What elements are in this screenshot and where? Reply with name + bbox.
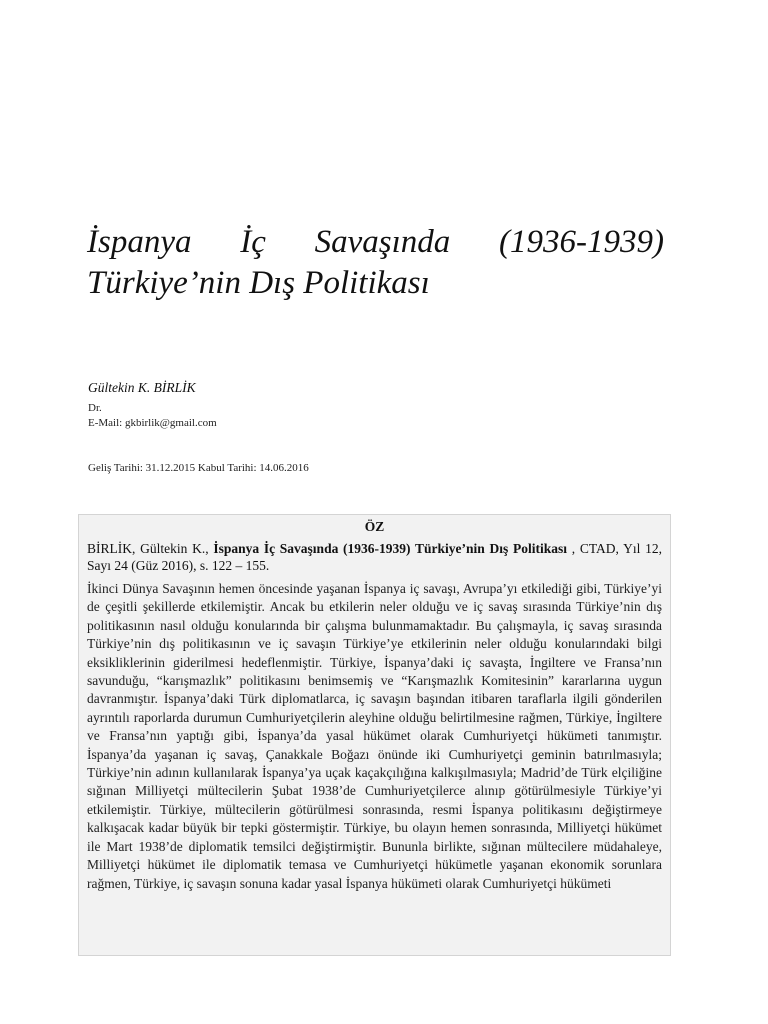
- title-word: (1936-1939): [499, 224, 664, 260]
- abstract-box: [78, 514, 671, 956]
- citation-author: BİRLİK, Gültekin K.,: [87, 541, 214, 556]
- title-word: Savaşında: [314, 224, 451, 260]
- citation-details: , CTAD, Yıl 12, Sayı 24 (Güz 2016), s. 122 – 155.: [87, 541, 662, 573]
- title-line-1: [87, 222, 664, 263]
- citation: [87, 540, 662, 574]
- abstract-body: İkinci Dünya Savaşının hemen öncesinde yaşanan İspanya iç savaşı, Avrupa’yı etkilediği gibi, Türkiye’yi de çeşitli şekillerde etkilemiştir. Ancak bu etkilerin neler olduğu ve iç savaş sırasında Türkiye’nin dış politikasının nasıl olduğu konularında bir çalışma bulunmamaktadır. Bu çalışmayla, iç savaş sırasında Türkiye’nin dış politikasının ve iç savaşın Türkiye’ye etkilerinin neler olduğu konularındaki bilgi eksikliklerinin giderilmesi hedeflenmiştir. Türkiye, İspanya’daki iç savaşta, İngiltere ve Fransa’nın savunduğu, “karışmazlık” politikasını benimsemiş ve “Karışmazlık Komitesinin” kararlarına uygun davranmıştır. İspanya’daki Türk diplomatlarca, iç savaşın başından itibaren taraflarla ilgili gönderilen ayrıntılı raporlarda durumun Cumhuriyetçilerin aleyhine olduğu belirtilmesine rağmen, Türkiye, İngiltere ve Fransa’nın yaptığı gibi, İspanya’da yasal hükümet olarak Cumhuriyetçi hükümeti tanımıştır. İspanya’da yaşanan iç savaş, Çanakkale Boğazı önünde iki Cumhuriyetçi geminin batırılmasıyla; Türkiye’nin adının kullanılarak İspanya’ya uçak kaçakçılığına kalkışılmasıyla; Madrid’de Türk elçiliğine sığınan Milliyetçi mültecilerin Şubat 1938’de Cumhuriyetçilerce alınıp götürülmesiyle Türkiye’yi etkilemiştir. Türkiye, mültecilerin götürülmesi sonrasında, resmi İspanya politikasını değiştirmeye kalkışacak kadar büyük bir tepki göstermiştir. Türkiye, bu olayın hemen sonrasında, Milliyetçi hükümet ile Mart 1938’de diplomatik temsilci değiştirmiştir. Bununla birlikte, sığınan mültecilere müdahaleye, Milliyetçi hükümet ile diplomatik temasa ve Cumhuriyetçi hükümetle yaşanan ekonomik sorunlara rağmen, Türkiye, iç savaşın sonuna kadar yasal İspanya hükümeti olarak Cumhuriyetçi hükümeti: [87, 581, 662, 891]
- title-line-2: Türkiye’nin Dış Politikası: [87, 265, 430, 301]
- author-name: Gültekin K. BİRLİK: [88, 380, 196, 395]
- title-word: İspanya: [87, 224, 192, 260]
- author-meta: [88, 401, 217, 431]
- title-word: İç: [240, 224, 266, 260]
- submission-dates: Geliş Tarihi: 31.12.2015 Kabul Tarihi: 14.06.2016: [88, 462, 309, 474]
- author-email: E-Mail: gkbirlik@gmail.com: [88, 417, 217, 429]
- abstract-heading: ÖZ: [364, 519, 385, 534]
- citation-title: İspanya İç Savaşında (1936-1939) Türkiye’nin Dış Politikası: [213, 541, 568, 556]
- article-title: [87, 222, 664, 304]
- author-title: Dr.: [88, 402, 102, 414]
